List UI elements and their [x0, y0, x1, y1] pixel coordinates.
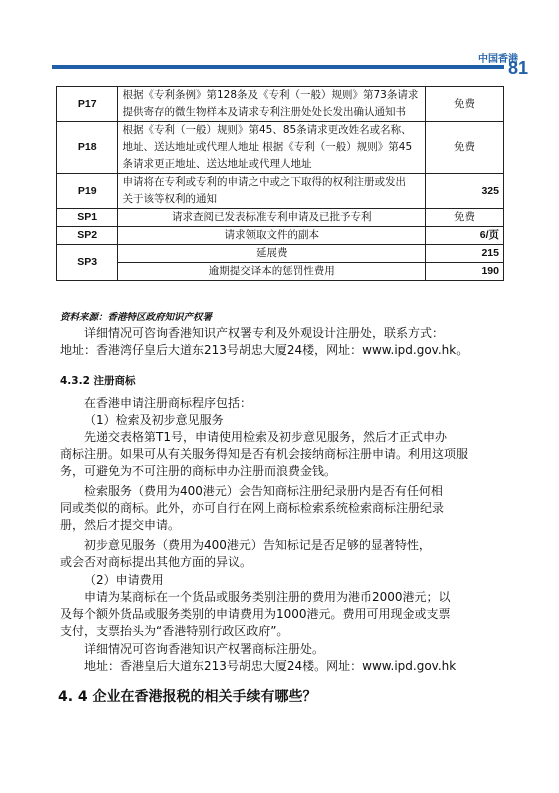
fee-description-line: 条请求更正地址、送达地址或代理人地址	[122, 158, 312, 170]
fee-code-cell: P19	[57, 174, 118, 209]
fee-description-line: 根据《专利条例》第128条及《专利（一般）规则》第73条请求	[122, 89, 419, 101]
step1-title: （1）检索及初步意见服务	[84, 413, 224, 427]
table-row	[57, 227, 504, 245]
source-note: 资料来源：香港特区政府知识产权署	[60, 312, 213, 323]
fee-amount-cell: 免费	[426, 209, 504, 227]
fee-code-cell: SP2	[57, 227, 118, 245]
table-row	[57, 122, 504, 174]
fee-description-line: 提供寄存的微生物样本及请求专利注册处处长发出确认通知书	[122, 106, 406, 118]
step2-p1-line1: 申请为某商标在一个货品或服务类别注册的费用为港币2000港元；以	[84, 590, 451, 604]
step1-p1-line3: 务，可避免为不可注册的商标申办注册而浪费金钱。	[60, 464, 337, 478]
heading-4-4: 4. 4 企业在香港报税的相关手续有哪些？	[58, 689, 317, 705]
fee-description-line: 请求领取文件的副本	[224, 229, 319, 241]
fee-amount-cell: 免费	[426, 87, 504, 122]
fee-amount-cell: 6/页	[426, 227, 504, 245]
fee-description-cell	[118, 227, 426, 245]
table-row	[57, 174, 504, 209]
header-section-label: 中国香港	[478, 54, 518, 65]
fee-code-cell: SP3	[57, 245, 118, 281]
fee-code-cell: P18	[57, 122, 118, 174]
fee-description-line: 根据《专利（一般）规则》第45、85条请求更改姓名或名称、	[122, 124, 412, 136]
fee-description-line: 逾期提交译本的惩罚性费用	[208, 265, 335, 277]
step1-p3-line2: 或会否对商标提出其他方面的异议。	[60, 555, 253, 569]
fee-code-cell: SP1	[57, 209, 118, 227]
fee-description-cell	[118, 245, 426, 263]
fee-description-cell	[118, 87, 426, 122]
fee-amount-cell: 免费	[426, 122, 504, 174]
fee-code-cell: P17	[57, 87, 118, 122]
step2-title: （2）申请费用	[84, 573, 164, 587]
table-row	[57, 263, 504, 281]
fee-amount-cell: 325	[426, 174, 504, 209]
step1-p2-line2: 同或类似的商标。此外，亦可自行在网上商标检索系统检索商标注册纪录	[60, 501, 445, 515]
trademark-contact-line2: 地址：香港皇后大道东213号胡忠大厦24楼。网址：www.ipd.gov.hk	[84, 659, 457, 673]
step2-p1-line2: 及每个额外货品或服务类别的申请费用为1000港元。费用可用现金或支票	[60, 607, 451, 621]
fee-description-line: 地址、送达地址或代理人地址 根据《专利（一般）规则》第45	[122, 141, 413, 153]
fee-description-line: 申请将在专利或专利的申请之中或之下取得的权利注册或发出	[122, 176, 406, 188]
step1-p3-line1: 初步意见服务（费用为400港元）告知标记是否足够的显著特性，	[84, 538, 431, 552]
step1-p1-line1: 先递交表格第T1号，申请使用检索及初步意见服务，然后才正式申办	[84, 430, 447, 444]
contact-line-2: 地址：香港湾仔皇后大道东213号胡忠大厦24楼，网址：www.ipd.gov.hk。	[60, 343, 469, 357]
fee-description-cell	[118, 263, 426, 281]
step2-p1-line3: 支付，支票抬头为“香港特别行政区政府”。	[60, 624, 289, 638]
step1-p1-line2: 商标注册。如果可从有关服务得知是否有机会接纳商标注册申请。利用这项服	[60, 447, 469, 461]
table-row	[57, 87, 504, 122]
fee-description-line: 延展费	[255, 247, 288, 259]
header-rule	[52, 65, 504, 69]
trademark-contact-line1: 详细情况可咨询香港知识产权署商标注册处。	[84, 642, 325, 656]
table-row	[57, 209, 504, 227]
page-number: 81	[508, 58, 529, 78]
step1-p2-line3: 册，然后才提交申请。	[60, 518, 181, 532]
contact-line-1: 详细情况可咨询香港知识产权署专利及外观设计注册处，联系方式：	[84, 326, 445, 340]
fee-description-line: 关于该等权利的通知	[122, 193, 217, 205]
table-row	[57, 245, 504, 263]
fee-description-cell	[118, 209, 426, 227]
section-title-4-3-2: 4.3.2 注册商标	[60, 375, 136, 387]
fee-table	[56, 86, 504, 281]
fee-amount-cell: 190	[426, 263, 504, 281]
step1-p2-line1: 检索服务（费用为400港元）会告知商标注册纪录册内是否有任何相	[84, 484, 443, 498]
fee-description-cell	[118, 174, 426, 209]
fee-amount-cell: 215	[426, 245, 504, 263]
fee-description-cell	[118, 122, 426, 174]
trademark-intro: 在香港申请注册商标程序包括：	[84, 396, 253, 410]
fee-description-line: 请求查阅已发表标准专利申请及已批予专利	[171, 211, 372, 223]
